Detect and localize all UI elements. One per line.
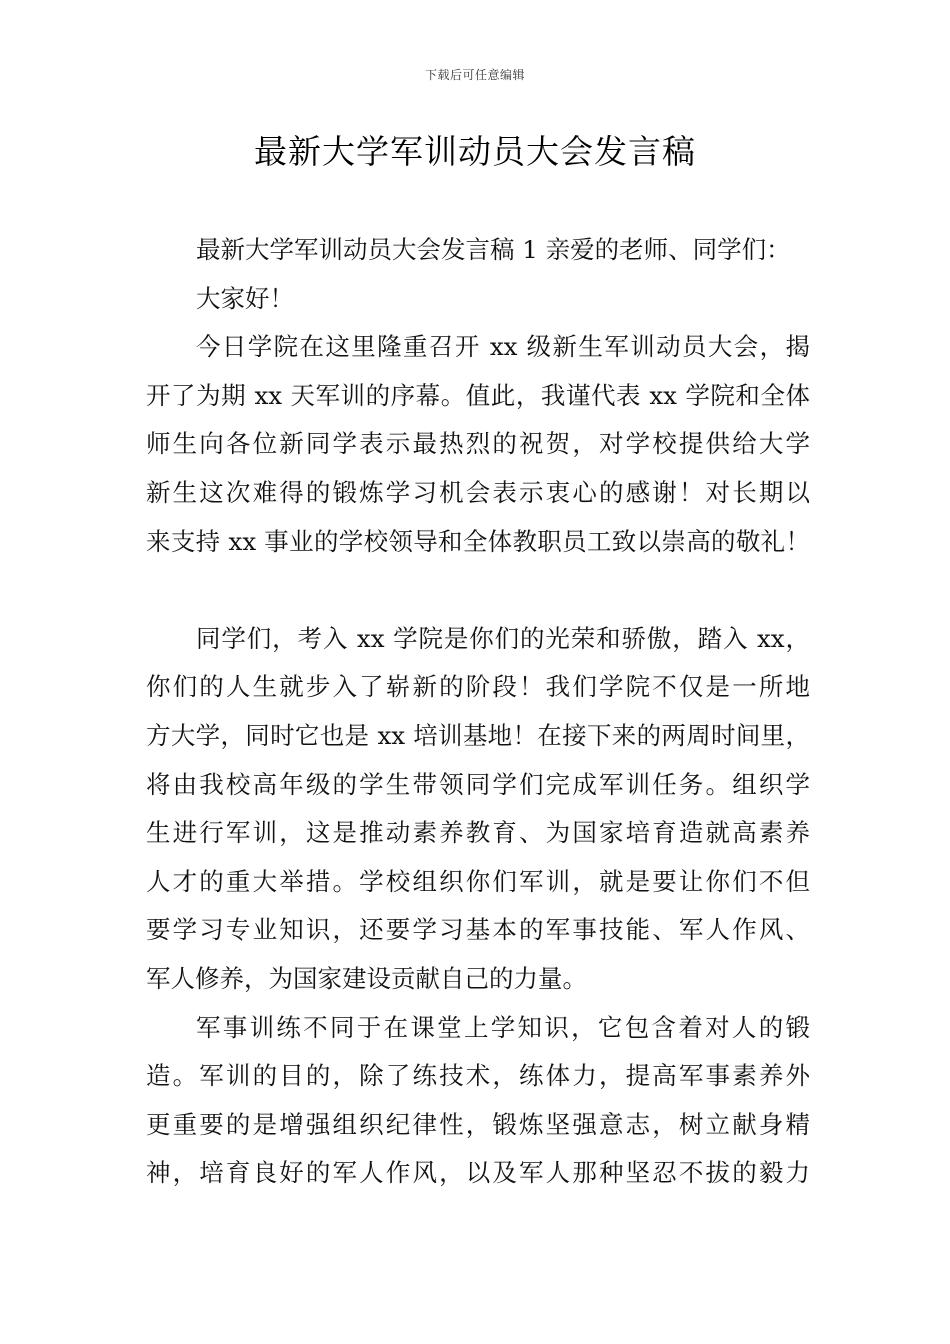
body-line: 神，培育良好的军人作风，以及军人那种坚忍不拔的毅力 [146, 1158, 810, 1188]
body-line: 最新大学军训动员大会发言稿 1 亲爱的老师、同学们： [196, 235, 791, 264]
body-line: 军事训练不同于在课堂上学知识，它包含着对人的锻 [196, 1012, 810, 1042]
body-line: 师生向各位新同学表示最热烈的祝贺，对学校提供给大学 [146, 429, 810, 459]
body-line: 新生这次难得的锻炼学习机会表示衷心的感谢！对长期以 [146, 477, 810, 507]
body-line: 同学们，考入 xx 学院是你们的光荣和骄傲，踏入 xx， [196, 623, 810, 653]
document-title: 最新大学军训动员大会发言稿 [254, 132, 696, 171]
body-line: 人才的重大举措。学校组织你们军训，就是要让你们不但 [146, 866, 810, 896]
body-line: 将由我校高年级的学生带领同学们完成军训任务。组织学 [146, 769, 810, 799]
body-line: 开了为期 xx 天军训的序幕。值此，我谨代表 xx 学院和全体 [146, 380, 810, 410]
body-line: 大家好！ [196, 283, 294, 313]
body-line: 方大学，同时它也是 xx 培训基地！在接下来的两周时间里， [146, 720, 810, 750]
paragraph-gap [146, 566, 810, 615]
body-line: 今日学院在这里隆重召开 xx 级新生军训动员大会，揭 [196, 332, 810, 362]
body-line: 来支持 xx 事业的学校领导和全体教职员工致以崇高的敬礼！ [146, 526, 810, 556]
body-line: 军人修养，为国家建设贡献自己的力量。 [146, 963, 587, 993]
header-note: 下载后可任意编辑 [424, 68, 525, 82]
body-line: 你们的人生就步入了崭新的阶段！我们学院不仅是一所地 [146, 672, 810, 702]
body-line: 更重要的是增强组织纪律性，锻炼坚强意志，树立献身精 [146, 1109, 810, 1139]
body-line: 要学习专业知识，还要学习基本的军事技能、军人作风、 [146, 915, 810, 945]
document-body [146, 226, 810, 1198]
body-line: 生进行军训，这是推动素养教育、为国家培育造就高素养 [146, 818, 810, 848]
body-line: 造。军训的目的，除了练技术，练体力，提高军事素养外 [146, 1061, 810, 1091]
